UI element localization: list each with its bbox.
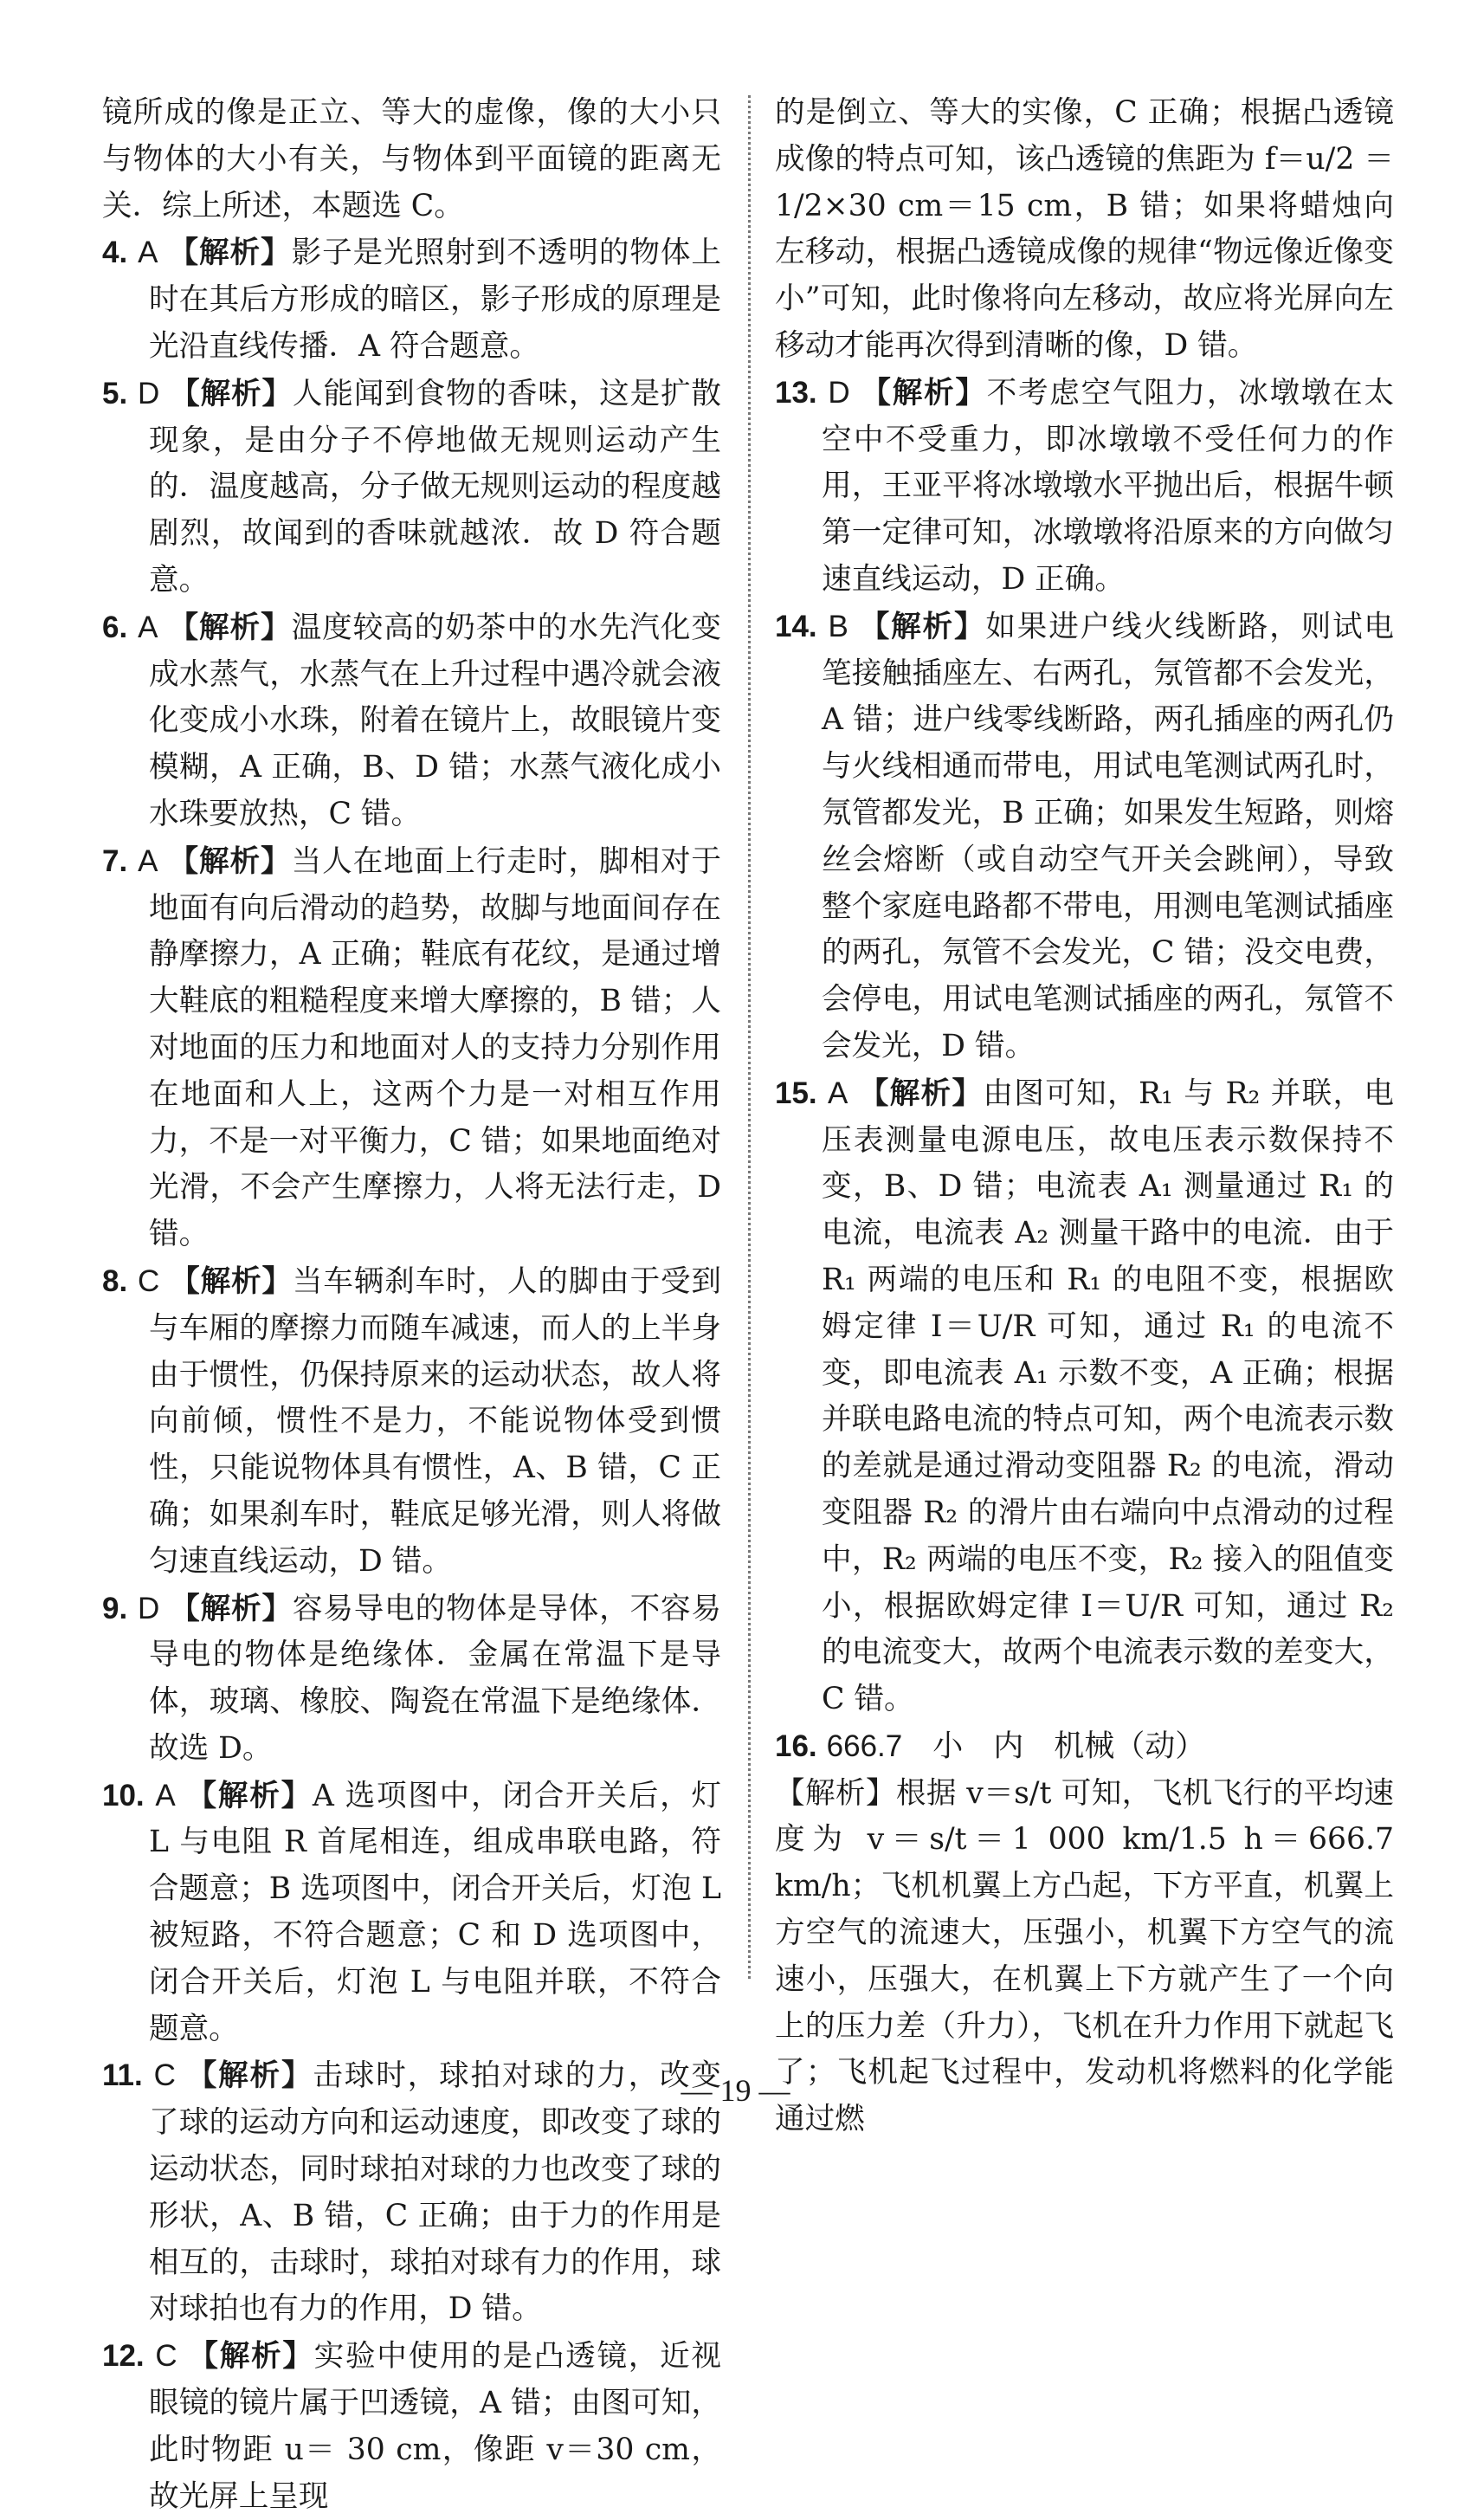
item-number: 10. — [102, 1778, 145, 1812]
answer-text — [102, 1258, 722, 1586]
answer-item — [102, 838, 721, 1258]
analysis-body: A 选项图中，闭合开关后，灯 L 与电阻 R 首尾相连，组成串联电路，符合题意；B 选项图中，闭合开关后，灯泡 L 被短路，不符合题意；C 和 D 选项图中，闭合开关后，灯泡 L 与电阻并联，不符合题意。 — [149, 1778, 721, 2046]
analysis-body: 当人在地面上行走时，脚相对于地面有向后滑动的趋势，故脚与地面间存在静摩擦力，A 正确；鞋底有花纹，是通过增大鞋底的粗糙程度来增大摩擦的，B 错；人对地面的压力和地面对人的支持力分别作用在地面和人上，这两个力是一对相互作用力，不是一对平衡力，C 错；如果地面绝对光滑，不会产生摩擦力，人将无法行走，D 错。 — [149, 843, 722, 1252]
item-number: 7. — [102, 843, 128, 878]
analysis-tag: 【解析】 — [170, 1263, 293, 1299]
answer-item — [775, 1070, 1394, 1723]
answer-text — [102, 2333, 722, 2520]
answer-text — [775, 604, 1395, 1070]
item-number: 8. — [102, 1263, 128, 1298]
analysis-body: 如果进户线火线断路，则试电笔接触插座左、右两孔，氖管都不会发光，A 错；进户线零线断路，两孔插座的两孔仍与火线相通而带电，用试电笔测试两孔时，氖管都发光，B 正确；如果发生短路，则熔丝会熔断（或自动空气开关会跳闸），导致整个家庭电路都不带电，用测电笔测试插座的两孔，氖管不会发光，C 错；没交电费，会停电，用试电笔测试插座的两孔，氖管不会发光，D 错。 — [822, 609, 1395, 1063]
answer-choice: D — [828, 375, 850, 410]
answer-text — [102, 1586, 722, 1773]
answer-text — [775, 1070, 1394, 1723]
item-number: 16. — [775, 1728, 817, 1763]
analysis-tag: 【解析】 — [168, 843, 292, 879]
analysis-tag: 【解析】 — [775, 1775, 896, 1811]
answer-item — [102, 1586, 721, 1773]
answer-item — [102, 2333, 721, 2520]
item-number: 12. — [102, 2339, 145, 2374]
analysis-body: 由图可知，R₁ 与 R₂ 并联，电压表测量电源电压，故电压表示数保持不变，B、D 错；电流表 A₁ 测量通过 R₁ 的电流，电流表 A₂ 测量干路中的电流．由于 R₁ 两端的电压和 R₁ 的电阻不变，根据欧姆定律 I＝U/R 可知，通过 R₁ 的电流不变，即电流表 A₁ 示数不变，A 正确；根据并联电路电流的特点可知，两个电流表示数的差就是通过滑动变阻器 R₂ 的电流，滑动变阻器 R₂ 的滑片由右端向中点滑动的过程中，R₂ 两端的电压不变，R₂ 接入的阻值变小，根据欧姆定律 I＝U/R 可知，通过 R₂ 的电流变大，故两个电流表示数的差变大，C 错。 — [822, 1076, 1394, 1717]
analysis-tag: 【解析】 — [859, 609, 986, 644]
answer-text — [102, 838, 722, 1258]
column-divider — [748, 95, 751, 1979]
analysis-body: 不考虑空气阻力，冰墩墩在太空中不受重力，即冰墩墩不受任何力的作用，王亚平将冰墩墩水平抛出后，根据牛顿第一定律可知，冰墩墩将沿原来的方向做匀速直线运动，D 正确。 — [822, 375, 1395, 597]
answer-choice: D — [138, 1591, 160, 1625]
analysis-body: 实验中使用的是凸透镜，近视眼镜的镜片属于凹透镜，A 错；由图可知，此时物距 u＝ 30 cm，像距 v＝30 cm，故光屏上呈现 — [149, 2339, 722, 2514]
analysis-body: 当车辆刹车时，人的脚由于受到与车厢的摩擦力而随车减速，而人的上半身由于惯性，仍保持原来的运动状态，故人将向前倾，惯性不是力，不能说物体受到惯性，只能说物体具有惯性，A、B 错，C 正确；如果刹车时，鞋底足够光滑，则人将做匀速直线运动，D 错。 — [149, 1263, 722, 1579]
analysis-body: 根据 v＝s/t 可知，飞机飞行的平均速度为 v＝s/t＝1 000 km/1.5 h＝666.7 km/h；飞机机翼上方凸起，下方平直，机翼上方空气的流速大，压强小，机翼下方空气的流速小，压强大，在机翼上下方就产生了一个向上的压力差（升力），飞机在升力作用下就起飞了；飞机起飞过程中，发动机将燃料的化学能通过燃 — [775, 1775, 1395, 2137]
answer-item — [102, 1258, 721, 1586]
analysis-tag: 【解析】 — [168, 610, 292, 645]
answer-choice: A — [155, 1778, 176, 1812]
answer-choice: 666.7 小 内 机械（动） — [826, 1728, 1206, 1763]
answer-choice: B — [828, 609, 848, 643]
analysis-body: 影子是光照射到不透明的物体上时在其后方形成的暗区，影子形成的原理是光沿直线传播．A 符合题意。 — [149, 236, 722, 364]
analysis-tag: 【解析】 — [170, 376, 293, 411]
answer-text — [775, 370, 1395, 604]
answer-item — [102, 1773, 721, 2053]
right-intro-text: 的是倒立、等大的实像，C 正确；根据凸透镜成像的特点可知，该凸透镜的焦距为 f＝u/2 ＝1/2×30 cm＝15 cm，B 错；如果将蜡烛向左移动，根据凸透镜成像的规律“物远像近像变小”可知，此时像将向左移动，故应将光屏向左移动才能再次得到清晰的像，D 错。 — [775, 95, 1394, 363]
right-column — [775, 90, 1394, 2143]
analysis-tag: 【解析】 — [861, 375, 987, 410]
item-number: 11. — [102, 2058, 143, 2093]
answer-text — [102, 229, 722, 370]
item-number: 9. — [102, 1591, 128, 1625]
answer-choice: A — [138, 610, 158, 644]
item-number: 4. — [102, 236, 128, 270]
answer-item — [102, 229, 721, 370]
answer-text — [102, 371, 722, 604]
answer-choice: A — [138, 843, 158, 878]
answer-choice: C — [138, 1263, 160, 1298]
item-number: 13. — [775, 375, 817, 410]
answer-text — [102, 1773, 721, 2053]
right-answer-list — [775, 370, 1394, 1771]
analysis-tag: 【解析】 — [858, 1076, 984, 1111]
analysis-tag: 【解析】 — [168, 236, 292, 271]
answer-choice: A — [828, 1076, 848, 1110]
analysis-body: 容易导电的物体是导体，不容易导电的物体是绝缘体．金属在常温下是导体，玻璃、橡胶、陶瓷在常温下是绝缘体．故选 D。 — [149, 1591, 722, 1766]
answer-text — [102, 604, 722, 838]
left-intro-text: 镜所成的像是正立、等大的虚像，像的大小只与物体的大小有关，与物体到平面镜的距离无关．综上所述，本题选 C。 — [102, 95, 721, 223]
analysis-tag: 【解析】 — [188, 2339, 314, 2375]
analysis-tag: 【解析】 — [186, 1778, 313, 1813]
analysis-tag: 【解析】 — [186, 2058, 313, 2094]
answer-item — [775, 1723, 1394, 1771]
item-number: 14. — [775, 609, 817, 643]
answer-item — [102, 604, 721, 838]
answer-choice: D — [138, 376, 160, 410]
analysis-body: 人能闻到食物的香味，这是扩散现象，是由分子不停地做无规则运动产生的．温度越高，分子做无规则运动的程度越剧烈，故闻到的香味就越浓．故 D 符合题意。 — [149, 376, 722, 598]
answer-text — [775, 1723, 1394, 1771]
item-number: 6. — [102, 610, 128, 644]
answer-choice: A — [138, 236, 158, 270]
left-column — [102, 90, 721, 2520]
page-number: — 19 — — [681, 2073, 790, 2108]
answer-item — [775, 370, 1394, 604]
right-intro — [775, 90, 1394, 370]
item-number: 15. — [775, 1076, 817, 1110]
answer-choice: C — [155, 2339, 177, 2374]
item-number: 5. — [102, 376, 128, 410]
analysis-body: 温度较高的奶茶中的水先汽化变成水蒸气，水蒸气在上升过程中遇冷就会液化变成小水珠，附着在镜片上，故眼镜片变模糊，A 正确，B、D 错；水蒸气液化成小水珠要放热，C 错。 — [149, 610, 722, 831]
answer-item — [775, 604, 1394, 1070]
analysis-body: 击球时，球拍对球的力，改变了球的运动方向和运动速度，即改变了球的运动状态，同时球拍对球的力也改变了球的形状，A、B 错，C 正确；由于力的作用是相互的，击球时，球拍对球有力的作用，球对球拍也有力的作用，D 错。 — [149, 2058, 722, 2327]
analysis-tag: 【解析】 — [170, 1591, 293, 1626]
answer-item — [102, 371, 721, 604]
left-intro — [102, 90, 721, 229]
left-answer-list — [102, 229, 721, 2520]
answer-choice: C — [153, 2058, 176, 2093]
